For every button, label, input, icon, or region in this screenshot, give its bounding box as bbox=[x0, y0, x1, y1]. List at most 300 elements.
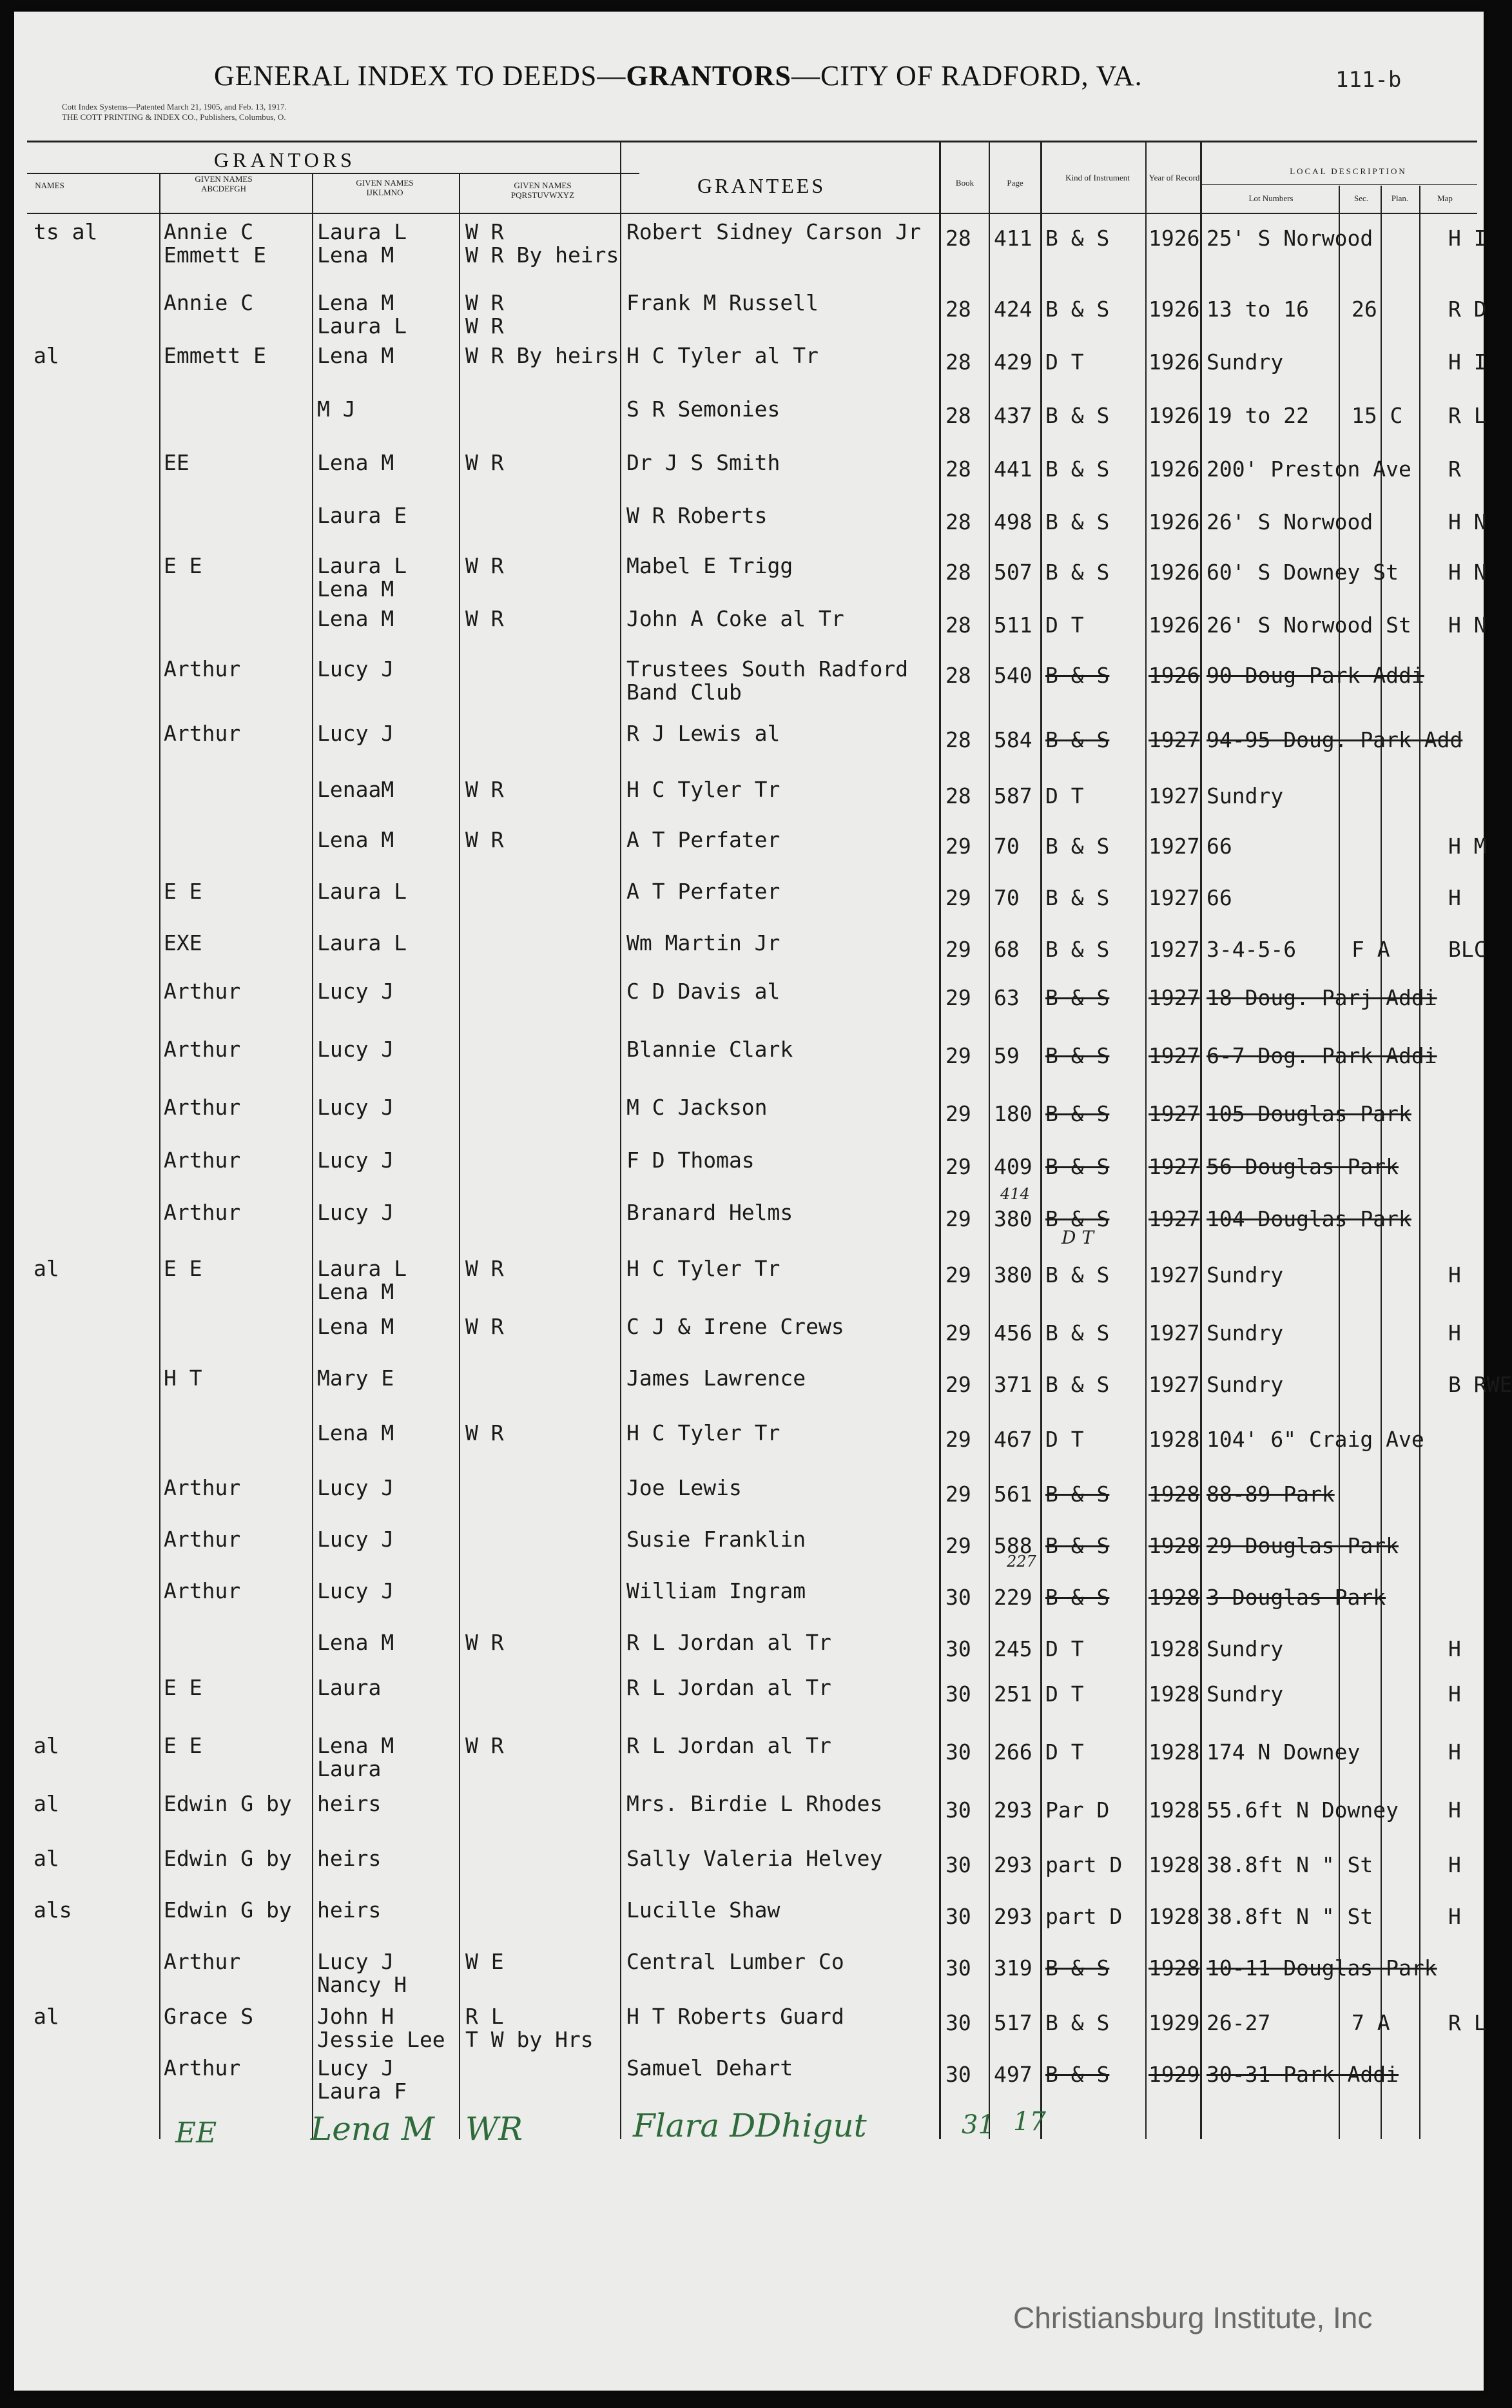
cell-g3: W R bbox=[465, 606, 504, 631]
cell-lot: 94-95 Doug. Park Add bbox=[1207, 727, 1463, 752]
col-rule-page bbox=[1040, 141, 1042, 2139]
cell-lot: 88-89 Park bbox=[1207, 1482, 1335, 1507]
cell-kind: B & S bbox=[1045, 403, 1110, 428]
cell-book: 30 bbox=[945, 1955, 971, 1981]
cell-g2: Lena M bbox=[317, 1630, 394, 1655]
cell-lot: 18 Doug. Parj Addi bbox=[1207, 985, 1437, 1010]
cell-lot: 90 Doug Park Addi bbox=[1207, 663, 1424, 688]
cell-kind: B & S bbox=[1045, 663, 1110, 688]
cell-n: al bbox=[34, 1791, 59, 1816]
cell-grantee: S R Semonies bbox=[626, 396, 780, 422]
cell-lot: 10-11 Douglas Park bbox=[1207, 1955, 1437, 1981]
lot-heading: Lot Numbers bbox=[1248, 193, 1294, 203]
cell-g2: Laura L bbox=[317, 553, 407, 578]
cell-kind: B & S bbox=[1045, 1206, 1110, 1231]
cell-year: 1928 bbox=[1149, 1427, 1200, 1452]
cell-book: 28 bbox=[945, 509, 971, 534]
cell-g2: Lucy J bbox=[317, 656, 394, 681]
cell-kind: B & S bbox=[1045, 297, 1110, 322]
cell-grantee: H T Roberts Guard bbox=[626, 2004, 844, 2029]
cell-page: 319 bbox=[994, 1955, 1032, 1981]
cell-book: 28 bbox=[945, 403, 971, 428]
cell-kind: D T bbox=[1045, 612, 1084, 638]
cell-tail: R L bbox=[1448, 2010, 1487, 2035]
cell-g2: John H bbox=[317, 2004, 394, 2029]
cell-year: 1927 bbox=[1149, 1320, 1200, 1346]
cell-year: 1928 bbox=[1149, 1585, 1200, 1610]
cell-book: 28 bbox=[945, 560, 971, 585]
cell-g2: Lena M bbox=[317, 1420, 394, 1445]
cell-g1: EXE bbox=[164, 930, 202, 955]
cell-lot: 13 to 16 bbox=[1207, 297, 1309, 322]
cell-g1: Arthur bbox=[164, 1148, 241, 1173]
cell-book: 29 bbox=[945, 1206, 971, 1231]
cell-book: 30 bbox=[945, 1852, 971, 1877]
cell-g1: H T bbox=[164, 1366, 202, 1391]
cell-year: 1927 bbox=[1149, 783, 1200, 808]
cell-year: 1928 bbox=[1149, 1636, 1200, 1661]
cell-page: 293 bbox=[994, 1852, 1032, 1877]
cell-page: 70 bbox=[994, 834, 1020, 859]
cell-page: 70 bbox=[994, 885, 1020, 910]
cell-lot: 6-7 Dog. Park Addi bbox=[1207, 1043, 1437, 1068]
given1-heading: GIVEN NAMES ABCDEFGH bbox=[195, 174, 253, 193]
cell-g2: Lucy J bbox=[317, 721, 394, 746]
cell-lot: Sundry bbox=[1207, 1262, 1284, 1287]
cell-grantee: R L Jordan al Tr bbox=[626, 1733, 831, 1758]
handwritten-grantee: Flara DDhigut bbox=[633, 2107, 867, 2144]
cell-book: 30 bbox=[945, 2010, 971, 2035]
cell-lot: 60' S Downey St bbox=[1207, 560, 1399, 585]
cell-kind: D T bbox=[1045, 349, 1084, 375]
cell-year: 1927 bbox=[1149, 885, 1200, 910]
cell-page: 507 bbox=[994, 560, 1032, 585]
cell-page: 63 bbox=[994, 985, 1020, 1010]
cell-kind: D T bbox=[1045, 1636, 1084, 1661]
cell-g1: Annie C bbox=[164, 219, 254, 244]
cell-grantee: Band Club bbox=[626, 680, 742, 705]
cell-book: 28 bbox=[945, 727, 971, 752]
cell-grantee: Mabel E Trigg bbox=[626, 553, 793, 578]
col-rule-book bbox=[989, 141, 990, 2139]
cell-page: 437 bbox=[994, 403, 1032, 428]
cell-kind: B & S bbox=[1045, 834, 1110, 859]
cell-kind: B & S bbox=[1045, 1955, 1110, 1981]
cell-g2: Mary E bbox=[317, 1366, 394, 1391]
cell-n: als bbox=[34, 1897, 72, 1923]
cell-kind: D T bbox=[1045, 1739, 1084, 1765]
cell-sec: F A bbox=[1352, 937, 1390, 962]
cell-g2: heirs bbox=[317, 1897, 382, 1923]
cell-tail: H I bbox=[1448, 226, 1487, 251]
cell-g3: W R bbox=[465, 450, 504, 475]
cell-g1: Arthur bbox=[164, 721, 241, 746]
cell-g1: E E bbox=[164, 879, 202, 904]
cell-sec: 7 A bbox=[1352, 2010, 1390, 2035]
cell-tail: H bbox=[1448, 1320, 1461, 1346]
cell-tail: BLC bbox=[1448, 937, 1487, 962]
cell-tail: R bbox=[1448, 456, 1461, 482]
cell-grantee: R L Jordan al Tr bbox=[626, 1675, 831, 1700]
year-heading: Year of Record bbox=[1149, 173, 1200, 182]
index-sheet bbox=[14, 12, 1512, 2391]
page-title: GENERAL INDEX TO DEEDS—GRANTORS—CITY OF RADFORD, VA. bbox=[214, 60, 1143, 92]
cell-year: 1927 bbox=[1149, 727, 1200, 752]
cell-g1: Arthur bbox=[164, 2055, 241, 2080]
cell-grantee: Samuel Dehart bbox=[626, 2055, 793, 2080]
cell-grantee: A T Perfater bbox=[626, 827, 780, 852]
cell-g2: Lena M bbox=[317, 290, 394, 315]
cell-g1: E E bbox=[164, 1733, 202, 1758]
cell-lot: 38.8ft N " St bbox=[1207, 1852, 1373, 1877]
cell-g3: W R By heirs bbox=[465, 343, 619, 368]
col-rule-plan bbox=[1419, 186, 1420, 2139]
cell-lot: 29 Douglas Park bbox=[1207, 1533, 1399, 1558]
cell-year: 1927 bbox=[1149, 1101, 1200, 1126]
cell-grantee: F D Thomas bbox=[626, 1148, 755, 1173]
cell-kind: B & S bbox=[1045, 985, 1110, 1010]
page-correction-227: 227 bbox=[1007, 1552, 1036, 1571]
cell-g1: Emmett E bbox=[164, 343, 266, 368]
cell-kind: B & S bbox=[1045, 1372, 1110, 1397]
cell-g2: Laura L bbox=[317, 1256, 407, 1281]
cell-g3: W R bbox=[465, 827, 504, 852]
cell-g1: Arthur bbox=[164, 1949, 241, 1974]
header-top-rule bbox=[27, 141, 1477, 142]
kind-correction: D T bbox=[1061, 1227, 1094, 1248]
cell-g2: Lena M bbox=[317, 450, 394, 475]
kind-heading: Kind of Instrument bbox=[1065, 173, 1130, 182]
cell-g2: heirs bbox=[317, 1791, 382, 1816]
col-rule-given1 bbox=[312, 173, 313, 2139]
cell-page: 68 bbox=[994, 937, 1020, 962]
cell-n: al bbox=[34, 2004, 59, 2029]
cell-tail: R L bbox=[1448, 403, 1487, 428]
cell-page: 540 bbox=[994, 663, 1032, 688]
col-rule-given2 bbox=[459, 173, 460, 2139]
cell-g1: E E bbox=[164, 1256, 202, 1281]
cell-g2: Laura L bbox=[317, 313, 407, 338]
cell-year: 1928 bbox=[1149, 1904, 1200, 1929]
cell-book: 29 bbox=[945, 1320, 971, 1346]
cell-page: 380 bbox=[994, 1262, 1032, 1287]
cell-grantee: Mrs. Birdie L Rhodes bbox=[626, 1791, 883, 1816]
cell-g3: T W by Hrs bbox=[465, 2027, 594, 2052]
cell-year: 1926 bbox=[1149, 226, 1200, 251]
cell-kind: B & S bbox=[1045, 885, 1110, 910]
cell-page: 266 bbox=[994, 1739, 1032, 1765]
cell-n: al bbox=[34, 1846, 59, 1871]
cell-grantee: H C Tyler Tr bbox=[626, 1256, 780, 1281]
cell-g2: LenaaM bbox=[317, 777, 394, 802]
cell-g3: W R By heirs bbox=[465, 242, 619, 268]
cell-year: 1929 bbox=[1149, 2062, 1200, 2087]
cell-lot: 26-27 bbox=[1207, 2010, 1271, 2035]
cell-kind: B & S bbox=[1045, 1482, 1110, 1507]
cell-lot: Sundry bbox=[1207, 1636, 1284, 1661]
cell-page: 229 bbox=[994, 1585, 1032, 1610]
cell-year: 1926 bbox=[1149, 509, 1200, 534]
cell-page: 456 bbox=[994, 1320, 1032, 1346]
cell-g2: heirs bbox=[317, 1846, 382, 1871]
cell-page: 587 bbox=[994, 783, 1032, 808]
cell-page: 293 bbox=[994, 1797, 1032, 1823]
cell-year: 1927 bbox=[1149, 1262, 1200, 1287]
cell-lot: 26' S Norwood St bbox=[1207, 612, 1411, 638]
cell-kind: B & S bbox=[1045, 1101, 1110, 1126]
cell-lot: 3 Douglas Park bbox=[1207, 1585, 1386, 1610]
cell-year: 1927 bbox=[1149, 1154, 1200, 1179]
cell-page: 180 bbox=[994, 1101, 1032, 1126]
cell-book: 29 bbox=[945, 1482, 971, 1507]
cell-g2: Laura L bbox=[317, 930, 407, 955]
cell-page: 293 bbox=[994, 1904, 1032, 1929]
cell-page: 584 bbox=[994, 727, 1032, 752]
cell-g2: Laura L bbox=[317, 879, 407, 904]
given2-heading: GIVEN NAMES IJKLMNO bbox=[356, 178, 414, 197]
cell-year: 1928 bbox=[1149, 1955, 1200, 1981]
cell-lot: 3-4-5-6 bbox=[1207, 937, 1297, 962]
cell-grantee: H C Tyler Tr bbox=[626, 1420, 780, 1445]
handwritten-names: EE bbox=[175, 2117, 217, 2149]
cell-book: 29 bbox=[945, 885, 971, 910]
page-number: 111-b bbox=[1335, 67, 1402, 93]
cell-tail: H bbox=[1448, 1904, 1461, 1929]
cell-g2: Lucy J bbox=[317, 1949, 394, 1974]
cell-kind: Par D bbox=[1045, 1797, 1110, 1823]
cell-grantee: Lucille Shaw bbox=[626, 1897, 780, 1923]
cell-grantee: Trustees South Radford bbox=[626, 656, 909, 681]
cell-book: 29 bbox=[945, 1262, 971, 1287]
cell-g2: M J bbox=[317, 396, 356, 422]
cell-kind: D T bbox=[1045, 783, 1084, 808]
cell-g1: EE bbox=[164, 450, 189, 475]
cell-g2: Lena M bbox=[317, 343, 394, 368]
cell-grantee: M C Jackson bbox=[626, 1095, 768, 1120]
cell-kind: B & S bbox=[1045, 509, 1110, 534]
cell-g2: Lucy J bbox=[317, 979, 394, 1004]
cell-grantee: Robert Sidney Carson Jr bbox=[626, 219, 921, 244]
cell-grantee: H C Tyler al Tr bbox=[626, 343, 819, 368]
cell-grantee: C J & Irene Crews bbox=[626, 1314, 844, 1339]
cell-g2: Lena M bbox=[317, 576, 394, 602]
local-description-heading: LOCAL DESCRIPTION bbox=[1290, 166, 1407, 176]
cell-lot: 174 N Downey bbox=[1207, 1739, 1361, 1765]
cell-tail: H bbox=[1448, 1797, 1461, 1823]
cell-book: 30 bbox=[945, 1797, 971, 1823]
cell-lot: 200' Preston Ave bbox=[1207, 456, 1411, 482]
cell-year: 1928 bbox=[1149, 1533, 1200, 1558]
cell-g3: W R bbox=[465, 553, 504, 578]
cell-grantee: John A Coke al Tr bbox=[626, 606, 844, 631]
cell-grantee: James Lawrence bbox=[626, 1366, 806, 1391]
cell-kind: B & S bbox=[1045, 560, 1110, 585]
cell-g3: W R bbox=[465, 219, 504, 244]
cell-book: 29 bbox=[945, 985, 971, 1010]
cell-g3: W R bbox=[465, 313, 504, 338]
cell-kind: B & S bbox=[1045, 1533, 1110, 1558]
cell-grantee: Blannie Clark bbox=[626, 1037, 793, 1062]
cell-lot: Sundry bbox=[1207, 783, 1284, 808]
cell-lot: 105 Douglas Park bbox=[1207, 1101, 1411, 1126]
cell-book: 29 bbox=[945, 1043, 971, 1068]
cell-g3: R L bbox=[465, 2004, 504, 2029]
cell-g1: E E bbox=[164, 553, 202, 578]
col-rule-names bbox=[159, 173, 160, 2139]
cell-g3: W R bbox=[465, 290, 504, 315]
cell-grantee: William Ingram bbox=[626, 1578, 806, 1603]
col-rule-year bbox=[1200, 141, 1202, 2139]
watermark: Christiansburg Institute, Inc bbox=[1013, 2301, 1373, 2335]
cell-grantee: H C Tyler Tr bbox=[626, 777, 780, 802]
cell-page: 380 bbox=[994, 1206, 1032, 1231]
cell-g1: Edwin G by bbox=[164, 1846, 292, 1871]
cell-book: 30 bbox=[945, 1904, 971, 1929]
cell-lot: Sundry bbox=[1207, 349, 1284, 375]
cell-tail: H bbox=[1448, 1636, 1461, 1661]
cell-g1: Arthur bbox=[164, 1037, 241, 1062]
cell-grantee: W R Roberts bbox=[626, 503, 768, 528]
cell-g1: Arthur bbox=[164, 1578, 241, 1603]
cell-g2: Lucy J bbox=[317, 1200, 394, 1225]
cell-g2: Laura F bbox=[317, 2079, 407, 2104]
cell-year: 1926 bbox=[1149, 560, 1200, 585]
cell-page: 517 bbox=[994, 2010, 1032, 2035]
cell-g2: Lucy J bbox=[317, 2055, 394, 2080]
cell-year: 1927 bbox=[1149, 1372, 1200, 1397]
cell-g2: Lena M bbox=[317, 606, 394, 631]
cell-g1: Annie C bbox=[164, 290, 254, 315]
cell-page: 59 bbox=[994, 1043, 1020, 1068]
cell-book: 28 bbox=[945, 349, 971, 375]
col-rule-grantees bbox=[939, 141, 941, 2139]
cell-tail: H N bbox=[1448, 509, 1487, 534]
grantors-sub-rule bbox=[27, 173, 639, 174]
cell-tail: R D bbox=[1448, 297, 1487, 322]
cell-tail: B RWE bbox=[1448, 1372, 1512, 1397]
cell-sec: 15 C bbox=[1352, 403, 1403, 428]
cell-year: 1926 bbox=[1149, 297, 1200, 322]
cell-book: 30 bbox=[945, 1681, 971, 1707]
cell-sec: 26 bbox=[1352, 297, 1377, 322]
cell-g2: Lena M bbox=[317, 1279, 394, 1304]
col-rule-kind bbox=[1145, 141, 1147, 2139]
cell-kind: B & S bbox=[1045, 937, 1110, 962]
cell-g2: Lena M bbox=[317, 1314, 394, 1339]
cell-page: 511 bbox=[994, 612, 1032, 638]
cell-g1: Arthur bbox=[164, 1475, 241, 1500]
patent-notice: Cott Index Systems—Patented March 21, 1905, and Feb. 13, 1917. THE COTT PRINTING & INDEX CO., Publishers, Columbus, O. bbox=[62, 102, 287, 122]
cell-g2: Laura bbox=[317, 1756, 382, 1781]
cell-grantee: Frank M Russell bbox=[626, 290, 819, 315]
cell-tail: H bbox=[1448, 1739, 1461, 1765]
cell-year: 1928 bbox=[1149, 1482, 1200, 1507]
cell-g1: Edwin G by bbox=[164, 1897, 292, 1923]
cell-book: 28 bbox=[945, 663, 971, 688]
cell-kind: B & S bbox=[1045, 1320, 1110, 1346]
cell-n: al bbox=[34, 1733, 59, 1758]
cell-lot: 38.8ft N " St bbox=[1207, 1904, 1373, 1929]
given3-heading: GIVEN NAMES PQRSTUVWXYZ bbox=[510, 181, 575, 200]
cell-year: 1928 bbox=[1149, 1852, 1200, 1877]
cell-g3: W R bbox=[465, 1314, 504, 1339]
cell-n: al bbox=[34, 343, 59, 368]
map-heading: Map bbox=[1437, 193, 1453, 203]
grantors-heading: GRANTORS bbox=[214, 148, 356, 171]
cell-lot: 66 bbox=[1207, 885, 1232, 910]
cell-g3: W R bbox=[465, 1256, 504, 1281]
cell-year: 1928 bbox=[1149, 1681, 1200, 1707]
cell-grantee: C D Davis al bbox=[626, 979, 780, 1004]
cell-grantee: Branard Helms bbox=[626, 1200, 793, 1225]
cell-lot: Sundry bbox=[1207, 1372, 1284, 1397]
page-correction-414: 414 bbox=[1000, 1185, 1030, 1203]
local-sub-rule bbox=[1200, 184, 1477, 185]
cell-book: 29 bbox=[945, 1372, 971, 1397]
cell-tail: H bbox=[1448, 885, 1461, 910]
cell-year: 1927 bbox=[1149, 1043, 1200, 1068]
cell-year: 1927 bbox=[1149, 937, 1200, 962]
cell-page: 251 bbox=[994, 1681, 1032, 1707]
book-heading: Book bbox=[955, 178, 974, 188]
cell-g2: Jessie Lee bbox=[317, 2027, 445, 2052]
cell-g2: Lena M bbox=[317, 1733, 394, 1758]
cell-g1: Edwin G by bbox=[164, 1791, 292, 1816]
cell-g2: Laura L bbox=[317, 219, 407, 244]
cell-kind: B & S bbox=[1045, 2062, 1110, 2087]
handwritten-book: 31 bbox=[962, 2110, 994, 2140]
cell-lot: 56 Douglas Park bbox=[1207, 1154, 1399, 1179]
handwritten-page: 17 bbox=[1013, 2107, 1046, 2137]
cell-g2: Nancy H bbox=[317, 1972, 407, 1997]
cell-year: 1926 bbox=[1149, 349, 1200, 375]
cell-kind: B & S bbox=[1045, 1154, 1110, 1179]
header-bottom-rule bbox=[27, 213, 1477, 214]
cell-g1: E E bbox=[164, 1675, 202, 1700]
cell-book: 28 bbox=[945, 297, 971, 322]
cell-year: 1928 bbox=[1149, 1797, 1200, 1823]
cell-grantee: Wm Martin Jr bbox=[626, 930, 780, 955]
cell-kind: B & S bbox=[1045, 226, 1110, 251]
cell-kind: B & S bbox=[1045, 727, 1110, 752]
cell-kind: B & S bbox=[1045, 2010, 1110, 2035]
plan-heading: Plan. bbox=[1391, 193, 1409, 203]
cell-lot: 66 bbox=[1207, 834, 1232, 859]
cell-lot: Sundry bbox=[1207, 1320, 1284, 1346]
cell-book: 28 bbox=[945, 612, 971, 638]
cell-g1: Grace S bbox=[164, 2004, 254, 2029]
cell-page: 409 bbox=[994, 1154, 1032, 1179]
cell-lot: Sundry bbox=[1207, 1681, 1284, 1707]
cell-lot: 55.6ft N Downey bbox=[1207, 1797, 1399, 1823]
cell-book: 30 bbox=[945, 2062, 971, 2087]
cell-page: 467 bbox=[994, 1427, 1032, 1452]
cell-g2: Lena M bbox=[317, 242, 394, 268]
cell-year: 1929 bbox=[1149, 2010, 1200, 2035]
cell-g3: W R bbox=[465, 1630, 504, 1655]
cell-g1: Arthur bbox=[164, 1200, 241, 1225]
cell-page: 411 bbox=[994, 226, 1032, 251]
cell-lot: 104 Douglas Park bbox=[1207, 1206, 1411, 1231]
page-heading: Page bbox=[1007, 178, 1023, 188]
cell-g3: W R bbox=[465, 1733, 504, 1758]
cell-lot: 30-31 Park Addi bbox=[1207, 2062, 1399, 2087]
cell-g2: Lucy J bbox=[317, 1475, 394, 1500]
cell-year: 1927 bbox=[1149, 1206, 1200, 1231]
cell-book: 30 bbox=[945, 1636, 971, 1661]
cell-book: 30 bbox=[945, 1585, 971, 1610]
cell-g2: Lena M bbox=[317, 827, 394, 852]
